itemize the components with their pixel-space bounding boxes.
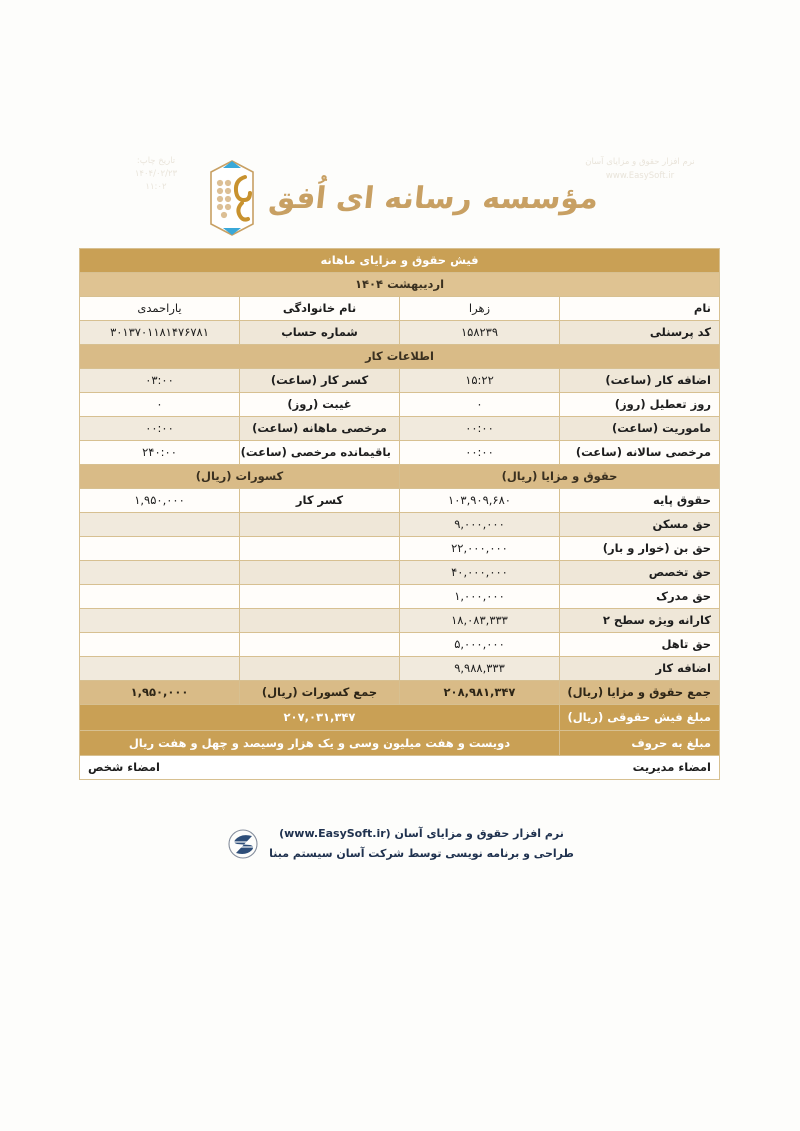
table-row xyxy=(80,657,720,681)
net-pay-row xyxy=(80,705,720,731)
field-label-overtime-hours: اضافه کار (ساعت) xyxy=(560,369,720,393)
earning-value-housing: ۹,۰۰۰,۰۰۰ xyxy=(400,513,560,537)
deduction-label-empty-6 xyxy=(240,633,400,657)
table-row xyxy=(80,513,720,537)
deduction-label-empty-2 xyxy=(240,537,400,561)
field-value-holiday-days: ۰ xyxy=(400,393,560,417)
money-section-header-row xyxy=(80,465,720,489)
earning-value-special-bonus: ۱۸,۰۸۳,۳۳۳ xyxy=(400,609,560,633)
signatures-cell xyxy=(80,756,720,780)
table-row xyxy=(80,561,720,585)
deduction-label-empty-7 xyxy=(240,657,400,681)
deduction-value-shortwork: ۱,۹۵۰,۰۰۰ xyxy=(80,489,240,513)
deductions-section-title: کسورات (ریال) xyxy=(80,465,400,489)
table-row xyxy=(80,489,720,513)
earning-label-base-salary: حقوق پایه xyxy=(560,489,720,513)
earning-label-housing: حق مسکن xyxy=(560,513,720,537)
field-value-overtime-hours: ۱۵:۲۲ xyxy=(400,369,560,393)
footer-text-block xyxy=(269,824,574,865)
earning-value-base-salary: ۱۰۳,۹۰۹,۶۸۰ xyxy=(400,489,560,513)
document-footer xyxy=(0,824,800,865)
totals-row xyxy=(80,681,720,705)
table-period-row xyxy=(80,273,720,297)
field-label-personnel-code: کد پرسنلی xyxy=(560,321,720,345)
net-pay-value: ۲۰۷,۰۳۱,۳۴۷ xyxy=(80,705,560,731)
payslip-table xyxy=(79,248,720,780)
deduction-value-empty-5 xyxy=(80,609,240,633)
field-value-remaining-leave: ۲۴۰:۰۰ xyxy=(80,441,240,465)
deduction-value-empty-7 xyxy=(80,657,240,681)
field-value-monthly-leave: ۰۰:۰۰ xyxy=(80,417,240,441)
table-row xyxy=(80,393,720,417)
deduction-value-empty-2 xyxy=(80,537,240,561)
field-label-family: نام خانوادگی xyxy=(240,297,400,321)
total-deductions-label: جمع کسورات (ریال) xyxy=(240,681,400,705)
table-row xyxy=(80,417,720,441)
total-earnings-label: جمع حقوق و مزایا (ریال) xyxy=(560,681,720,705)
deduction-label-shortwork: کسر کار xyxy=(240,489,400,513)
table-row xyxy=(80,369,720,393)
table-row xyxy=(80,609,720,633)
earning-value-overtime: ۹,۹۸۸,۳۳۳ xyxy=(400,657,560,681)
field-label-annual-leave: مرخصی سالانه (ساعت) xyxy=(560,441,720,465)
document-header xyxy=(0,148,800,248)
footer-line-1: نرم افزار حقوق و مزایای آسان (www.EasySoft.ir) xyxy=(279,827,564,840)
field-label-name: نام xyxy=(560,297,720,321)
signature-person-label: امضاء شخص xyxy=(88,760,160,774)
field-label-absence-days: غیبت (روز) xyxy=(240,393,400,417)
table-title-row xyxy=(80,249,720,273)
software-credit xyxy=(560,156,720,183)
total-deductions-value: ۱,۹۵۰,۰۰۰ xyxy=(80,681,240,705)
footer-line-2: طراحی و برنامه نویسی توسط شرکت آسان سیستم مبنا xyxy=(269,847,574,861)
amount-in-words-row xyxy=(80,731,720,756)
software-site: www.EasySoft.ir xyxy=(605,170,675,181)
easysoft-logo-icon xyxy=(226,827,260,861)
table-row xyxy=(80,441,720,465)
earning-label-specialty: حق تخصص xyxy=(560,561,720,585)
field-label-holiday-days: روز تعطیل (روز) xyxy=(560,393,720,417)
earnings-section-title: حقوق و مزایا (ریال) xyxy=(400,465,720,489)
deduction-label-empty-5 xyxy=(240,609,400,633)
print-date-value: ۱۴۰۴/۰۲/۲۳ xyxy=(134,169,178,180)
earning-label-degree: حق مدرک xyxy=(560,585,720,609)
earning-label-overtime: اضافه کار xyxy=(560,657,720,681)
field-value-account-number: ۳۰۱۳۷۰۱۱۸۱۴۷۶۷۸۱ xyxy=(80,321,240,345)
table-row xyxy=(80,585,720,609)
amount-in-words-label: مبلغ به حروف xyxy=(560,731,720,756)
work-section-title: اطلاعات کار xyxy=(80,345,720,369)
earning-label-special-bonus: کارانه ویژه سطح ۲ xyxy=(560,609,720,633)
field-value-mission-hours: ۰۰:۰۰ xyxy=(400,417,560,441)
field-label-shortwork-hours: کسر کار (ساعت) xyxy=(240,369,400,393)
payslip-period: اردیبهشت ۱۴۰۴ xyxy=(80,273,720,297)
amount-in-words-value: دویست و هفت میلیون وسی و یک هزار وسیصد و چهل و هفت ریال xyxy=(80,731,560,756)
deduction-label-empty-1 xyxy=(240,513,400,537)
field-label-mission-hours: ماموریت (ساعت) xyxy=(560,417,720,441)
net-pay-label: مبلغ فیش حقوقی (ریال) xyxy=(560,705,720,731)
software-name: نرم افزار حقوق و مزایای آسان xyxy=(585,157,695,167)
earning-label-marriage: حق تاهل xyxy=(560,633,720,657)
table-row xyxy=(80,321,720,345)
deduction-label-empty-4 xyxy=(240,585,400,609)
field-value-personnel-code: ۱۵۸۲۳۹ xyxy=(400,321,560,345)
signatures-row xyxy=(80,756,720,780)
field-label-monthly-leave: مرخصی ماهانه (ساعت) xyxy=(240,417,400,441)
print-date-label: تاریخ چاپ: xyxy=(136,156,176,166)
table-row xyxy=(80,537,720,561)
brand-title: مؤسسه رسانه ای اُفق xyxy=(267,180,601,216)
deduction-value-empty-4 xyxy=(80,585,240,609)
field-value-shortwork-hours: ۰۳:۰۰ xyxy=(80,369,240,393)
deduction-value-empty-1 xyxy=(80,513,240,537)
field-value-annual-leave: ۰۰:۰۰ xyxy=(400,441,560,465)
earning-value-food-coupon: ۲۲,۰۰۰,۰۰۰ xyxy=(400,537,560,561)
deduction-label-empty-3 xyxy=(240,561,400,585)
earning-value-specialty: ۴۰,۰۰۰,۰۰۰ xyxy=(400,561,560,585)
signature-management-label: امضاء مدیریت xyxy=(632,760,711,774)
field-value-absence-days: ۰ xyxy=(80,393,240,417)
earning-label-food-coupon: حق بن (خوار و بار) xyxy=(560,537,720,561)
earning-value-degree: ۱,۰۰۰,۰۰۰ xyxy=(400,585,560,609)
deduction-value-empty-6 xyxy=(80,633,240,657)
institute-emblem-icon xyxy=(201,159,263,237)
payslip-title: فیش حقوق و مزایای ماهانه xyxy=(80,249,720,273)
deduction-value-empty-3 xyxy=(80,561,240,585)
table-row xyxy=(80,297,720,321)
earning-value-marriage: ۵,۰۰۰,۰۰۰ xyxy=(400,633,560,657)
work-section-header-row xyxy=(80,345,720,369)
total-earnings-value: ۲۰۸,۹۸۱,۳۴۷ xyxy=(400,681,560,705)
field-value-family: یاراحمدی xyxy=(80,297,240,321)
table-row xyxy=(80,633,720,657)
field-label-account-number: شماره حساب xyxy=(240,321,400,345)
field-label-remaining-leave: باقیمانده مرخصی (ساعت) xyxy=(240,441,400,465)
print-time-value: ۱۱:۰۲ xyxy=(145,182,167,193)
field-value-name: زهرا xyxy=(400,297,560,321)
